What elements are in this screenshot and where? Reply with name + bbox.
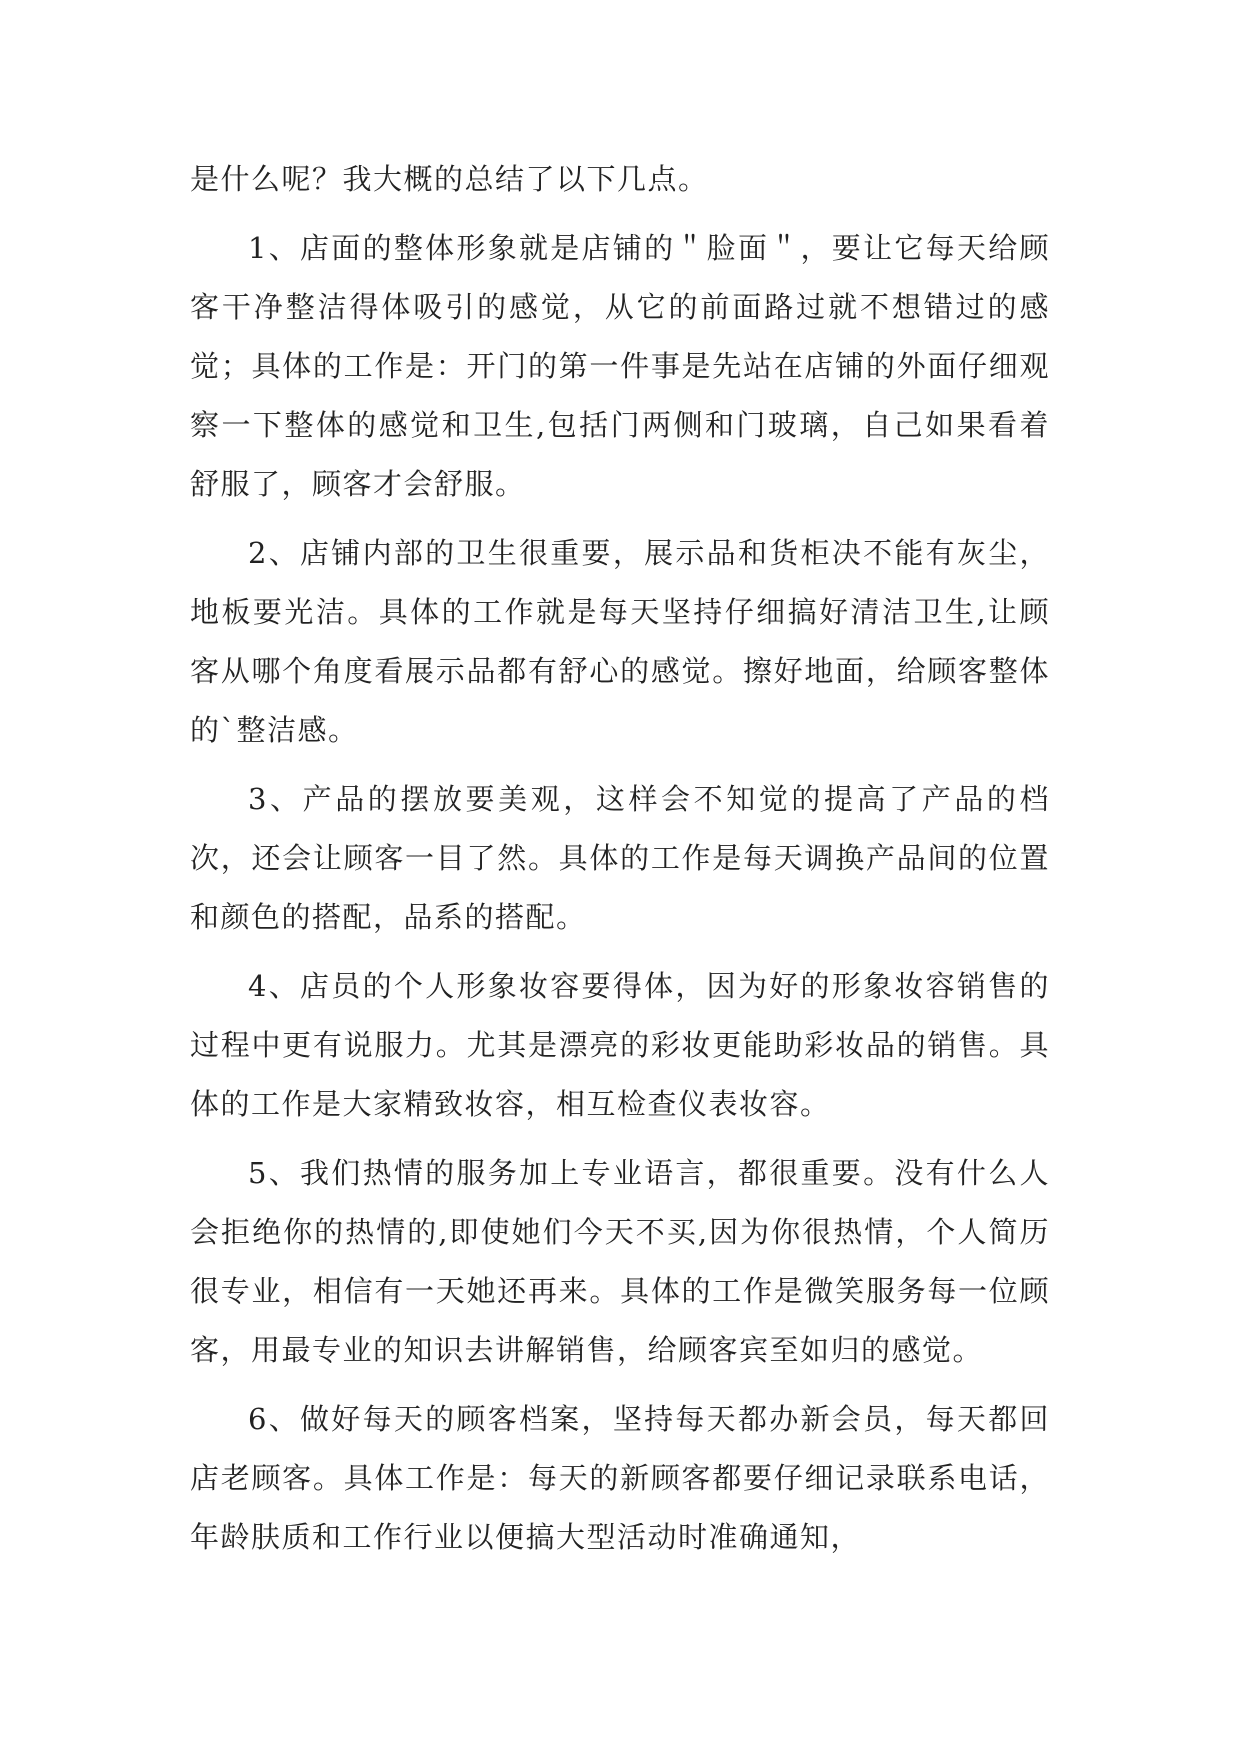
paragraph-point-3: 3、产品的摆放要美观，这样会不知觉的提高了产品的档次，还会让顾客一目了然。具体的工作是每天调换产品间的位置和颜色的搭配，品系的搭配。 — [190, 782, 1050, 934]
paragraph-point-2: 2、店铺内部的卫生很重要，展示品和货柜决不能有灰尘，地板要光洁。具体的工作就是每天坚持仔细搞好清洁卫生,让顾客从哪个角度看展示品都有舒心的感觉。擦好地面，给顾客整体的`整洁感。 — [190, 536, 1050, 747]
paragraph-point-6: 6、做好每天的顾客档案，坚持每天都办新会员，每天都回店老顾客。具体工作是：每天的新顾客都要仔细记录联系电话，年龄肤质和工作行业以便搞大型活动时准确通知， — [190, 1402, 1050, 1554]
paragraph-point-5: 5、我们热情的服务加上专业语言，都很重要。没有什么人会拒绝你的热情的,即使她们今天不买,因为你很热情，个人简历很专业，相信有一天她还再来。具体的工作是微笑服务每一位顾客，用最专业的知识去讲解销售，给顾客宾至如归的感觉。 — [190, 1156, 1050, 1367]
paragraph-point-1: 1、店面的整体形象就是店铺的＂脸面＂，要让它每天给顾客干净整洁得体吸引的感觉，从它的前面路过就不想错过的感觉；具体的工作是：开门的第一件事是先站在店铺的外面仔细观察一下整体的感觉和卫生,包括门两侧和门玻璃，自己如果看着舒服了，顾客才会舒服。 — [190, 231, 1050, 501]
paragraph-point-4: 4、店员的个人形象妆容要得体，因为好的形象妆容销售的过程中更有说服力。尤其是漂亮的彩妆更能助彩妆品的销售。具体的工作是大家精致妆容，相互检查仪表妆容。 — [190, 969, 1050, 1121]
document-body — [190, 150, 1050, 1577]
paragraph-intro: 是什么呢？我大概的总结了以下几点。 — [190, 162, 709, 196]
